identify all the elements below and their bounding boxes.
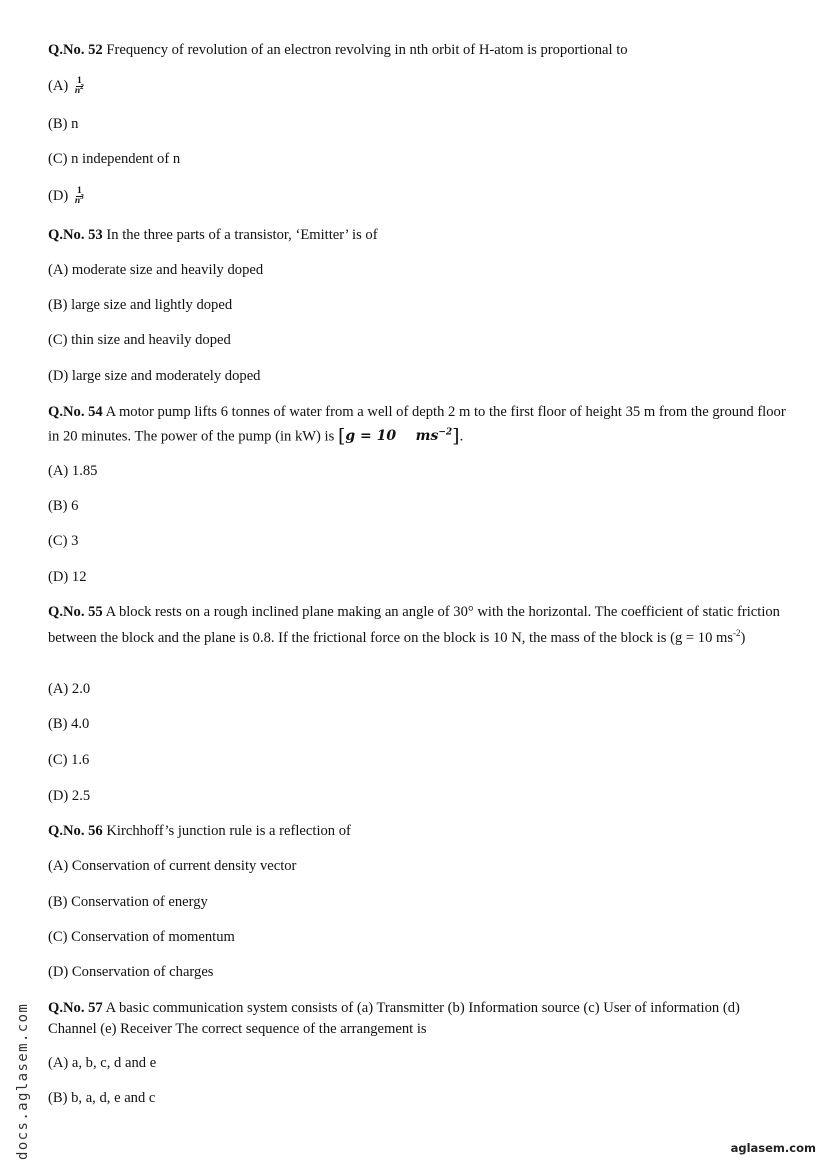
question-text: A motor pump lifts 6 tonnes of water from a well of depth 2 m to the first floor of height 35 m from the ground floor in 20 minutes. The power of the pump (in kW) is bbox=[48, 404, 786, 445]
question-text: Kirchhoff’s junction rule is a reflection of bbox=[106, 823, 351, 839]
question-52 bbox=[48, 40, 628, 60]
footer-brand[interactable]: aglasem.com bbox=[730, 1141, 816, 1155]
option-c[interactable]: (C) 3 bbox=[48, 533, 79, 549]
option-d[interactable]: (D) $\frac{1}{n^3}$ bbox=[48, 186, 84, 207]
fraction: $\frac{1}{n^3}$ bbox=[74, 186, 84, 207]
question-number: Q.No. 57 bbox=[48, 1000, 103, 1016]
fraction: $\frac{1}{n^2}$ bbox=[74, 76, 84, 97]
option-b[interactable]: (B) b, a, d, e and c bbox=[48, 1090, 156, 1106]
option-b[interactable]: (B) 6 bbox=[48, 498, 79, 514]
math-expression: [g = 10 $ms^{-2}$] bbox=[337, 425, 460, 448]
option-b[interactable]: (B) 4.0 bbox=[48, 716, 90, 732]
option-d[interactable]: (D) 12 bbox=[48, 569, 87, 585]
option-a[interactable]: (A) 1.85 bbox=[48, 463, 98, 479]
question-53 bbox=[48, 225, 378, 245]
option-a[interactable]: (A) a, b, c, d and e bbox=[48, 1055, 157, 1071]
option-c[interactable]: (C) 1.6 bbox=[48, 752, 90, 768]
question-56 bbox=[48, 821, 351, 841]
option-a[interactable]: (A) $\frac{1}{n^2}$ bbox=[48, 76, 84, 97]
option-c[interactable]: (C) thin size and heavily doped bbox=[48, 332, 231, 348]
question-number: Q.No. 52 bbox=[48, 42, 103, 58]
question-text: A block rests on a rough inclined plane making an angle of 30° with the horizontal. The coefficient of static friction between the block and the plane is 0.8. If the frictional force on the block is 10 N, the mass of the block is (g = 10 ms bbox=[48, 604, 780, 646]
question-number: Q.No. 54 bbox=[48, 404, 103, 420]
option-a[interactable]: (A) 2.0 bbox=[48, 681, 91, 697]
option-d[interactable]: (D) large size and moderately doped bbox=[48, 368, 261, 384]
question-text: In the three parts of a transistor, ‘Emitter’ is of bbox=[106, 227, 378, 243]
question-number: Q.No. 56 bbox=[48, 823, 103, 839]
question-57 bbox=[48, 998, 788, 1039]
question-text: A basic communication system consists of (a) Transmitter (b) Information source (c) User of information (d) Channel (e) Receiver The correct sequence of the arrangement is bbox=[48, 1000, 740, 1037]
option-c[interactable]: (C) n independent of n bbox=[48, 151, 181, 167]
option-b[interactable]: (B) large size and lightly doped bbox=[48, 297, 233, 313]
option-c[interactable]: (C) Conservation of momentum bbox=[48, 929, 235, 945]
question-54: Q.No. 54 A motor pump lifts 6 tonnes of water from a well of depth 2 m to the first floor of height 35 m from the ground floor in 20 minutes. The power of the pump (in kW) is [g = 10 $ms^{-2}$]. bbox=[48, 404, 786, 448]
option-d[interactable]: (D) Conservation of charges bbox=[48, 964, 214, 980]
question-55: Q.No. 55 A block rests on a rough inclined plane making an angle of 30° with the horizontal. The coefficient of static friction between the block and the plane is 0.8. If the frictional force on the block is 10 N, the mass of the block is (g = 10 $ms^{-2}$) bbox=[48, 604, 780, 646]
watermark: docs.aglasem.com bbox=[15, 1002, 31, 1160]
question-text: Frequency of revolution of an electron revolving in nth orbit of H-atom is proportional to bbox=[106, 42, 628, 58]
option-a[interactable]: (A) moderate size and heavily doped bbox=[48, 262, 264, 278]
option-b[interactable]: (B) Conservation of energy bbox=[48, 894, 208, 910]
option-d[interactable]: (D) 2.5 bbox=[48, 788, 91, 804]
question-number: Q.No. 53 bbox=[48, 227, 103, 243]
question-number: Q.No. 55 bbox=[48, 604, 103, 620]
option-a[interactable]: (A) Conservation of current density vector bbox=[48, 858, 297, 874]
option-b[interactable]: (B) n bbox=[48, 116, 79, 132]
